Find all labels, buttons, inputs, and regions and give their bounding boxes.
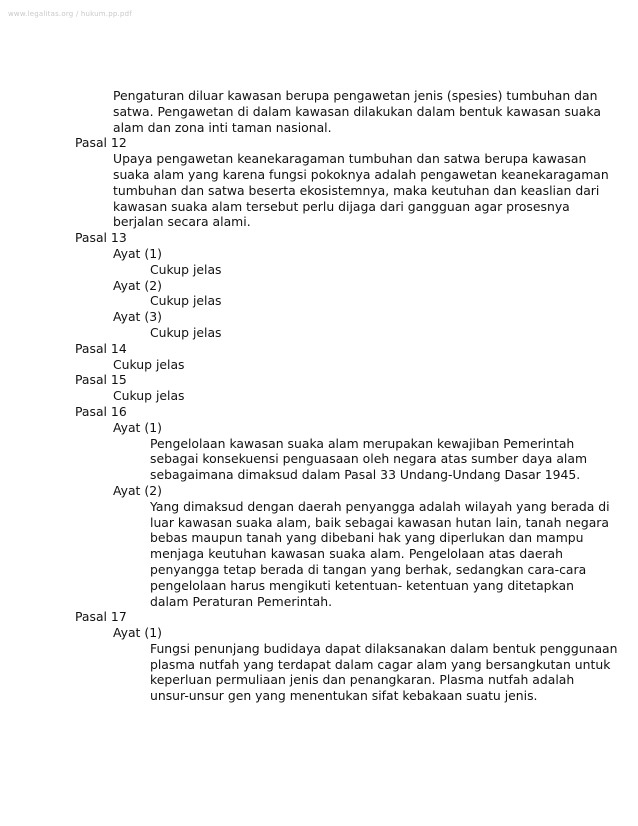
paragraph-line: berjalan secara alami. [113, 214, 251, 230]
ayat-label: Ayat (1) [113, 625, 162, 641]
pasal-heading: Pasal 15 [75, 372, 127, 388]
watermark-text: www.legalitas.org / hukum.pp.pdf [8, 10, 132, 18]
paragraph-line: Pengelolaan kawasan suaka alam merupakan kewajiban Pemerintah [150, 435, 575, 451]
ayat-label: Ayat (2) [113, 277, 162, 293]
pasal-heading: Pasal 16 [75, 403, 127, 419]
ayat-text: Cukup jelas [150, 324, 222, 340]
pasal-17-ayat-1-body [0, 641, 638, 704]
paragraph-line: Pengaturan diluar kawasan berupa pengawetan jenis (spesies) tumbuhan dan [113, 88, 598, 103]
ayat-label: Ayat (3) [113, 309, 162, 325]
paragraph-line: penyangga tetap berada di tangan yang berhak, sedangkan cara-cara [150, 561, 587, 577]
ayat-label: Ayat (2) [113, 482, 162, 498]
pasal-heading: Pasal 17 [75, 609, 127, 625]
pasal-16-ayat-2-body [0, 499, 638, 610]
paragraph-line: Fungsi penunjang budidaya dapat dilaksanakan dalam bentuk penggunaan [150, 640, 618, 656]
paragraph-line: suaka alam yang karena fungsi pokoknya adalah pengawetan keanekaragaman [113, 166, 609, 182]
paragraph-line: sebagai konsekuensi penguasaan oleh negara atas sumber daya alam [150, 451, 588, 467]
pasal-11-continuation [0, 88, 638, 135]
paragraph-line: dalam Peraturan Pemerintah. [150, 593, 333, 609]
paragraph-line: keperluan permuliaan jenis dan penangkaran. Plasma nutfah adalah [150, 672, 575, 688]
paragraph-line: menjaga keutuhan kawasan suaka alam. Pengelolaan atas daerah [150, 546, 563, 562]
pasal-text: Cukup jelas [113, 356, 185, 372]
paragraph-line: luar kawasan suaka alam, baik sebagai kawasan hutan lain, tanah negara [150, 514, 609, 530]
ayat-label: Ayat (1) [113, 419, 162, 435]
pasal-heading: Pasal 12 [75, 135, 127, 151]
paragraph-line: unsur-unsur gen yang menentukan sifat kebakaan suatu jenis. [150, 688, 538, 704]
ayat-text: Cukup jelas [150, 261, 222, 277]
pasal-text: Cukup jelas [113, 388, 185, 404]
paragraph-line: bebas maupun tanah yang dibebani hak yang diperlukan dan mampu [150, 530, 584, 546]
ayat-text: Cukup jelas [150, 293, 222, 309]
pasal-heading: Pasal 14 [75, 340, 127, 356]
paragraph-line: satwa. Pengawetan di dalam kawasan dilakukan dalam bentuk kawasan suaka [113, 103, 601, 119]
paragraph-line: Yang dimaksud dengan daerah penyangga adalah wilayah yang berada di [150, 498, 610, 514]
paragraph-line: sebagaimana dimaksud dalam Pasal 33 Undang-Undang Dasar 1945. [150, 467, 581, 483]
paragraph-line: tumbuhan dan satwa beserta ekosistemnya, maka keutuhan dan keaslian dari [113, 182, 600, 198]
pasal-12-body [0, 151, 638, 230]
paragraph-line: Upaya pengawetan keanekaragaman tumbuhan dan satwa berupa kawasan [113, 151, 587, 167]
pasal-heading: Pasal 13 [75, 230, 127, 246]
ayat-label: Ayat (1) [113, 245, 162, 261]
paragraph-line: alam dan zona inti taman nasional. [113, 119, 332, 135]
document-page [0, 88, 638, 704]
paragraph-line: kawasan suaka alam tersebut perlu dijaga dari gangguan agar prosesnya [113, 198, 570, 214]
paragraph-line: pengelolaan harus mengikuti ketentuan- ketentuan yang ditetapkan [150, 577, 574, 593]
pasal-16-ayat-1-body [0, 436, 638, 483]
paragraph-line: plasma nutfah yang terdapat dalam cagar alam yang bersangkutan untuk [150, 656, 611, 672]
